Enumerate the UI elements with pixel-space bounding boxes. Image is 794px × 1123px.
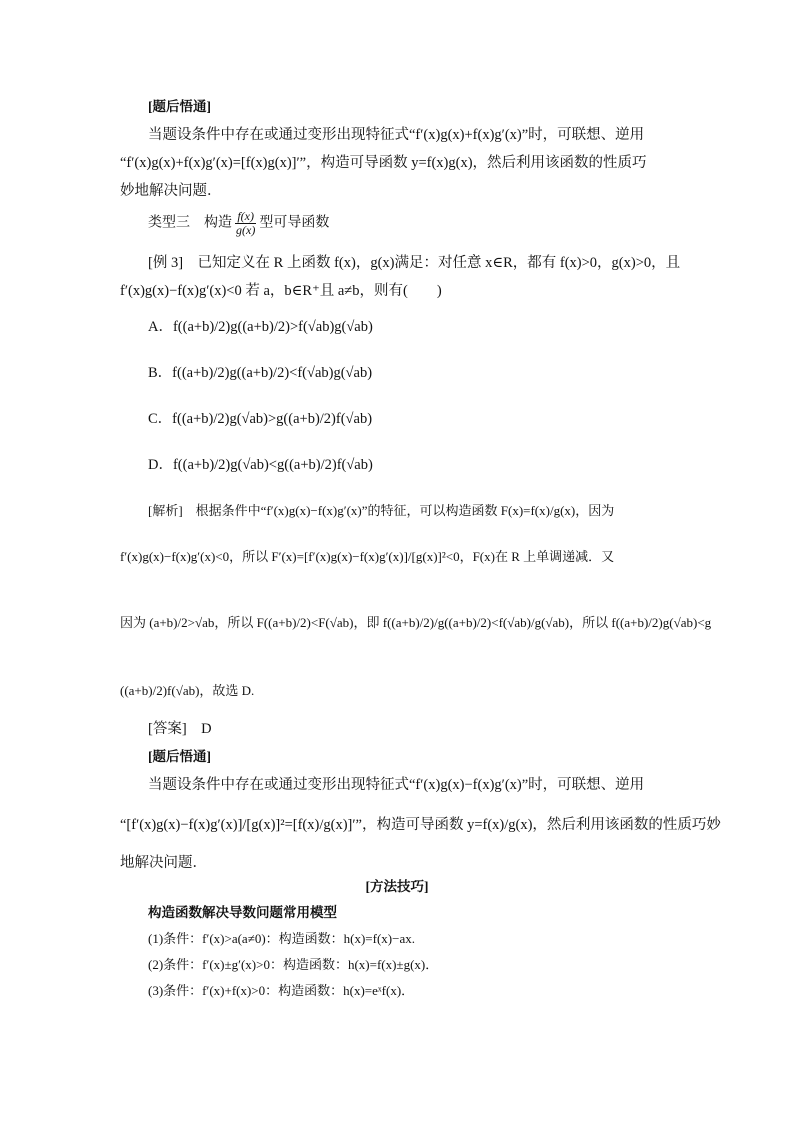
tip-item-2: (2)条件：f′(x)±g′(x)>0：构造函数：h(x)=f(x)±g(x)． bbox=[148, 957, 439, 972]
s1-line-1: 当题设条件中存在或通过变形出现特征式“f′(x)g(x)+f(x)g′(x)”时，可联想、逆用 bbox=[148, 127, 645, 143]
tip-item-1: (1)条件：f′(x)>a(a≠0)：构造函数：h(x)=f(x)−ax. bbox=[148, 931, 415, 946]
s1-line-2: “f′(x)g(x)+f(x)g′(x)=[f(x)g(x)]′”，构造可导函数 y=f(x)g(x)，然后利用该函数的性质巧 bbox=[120, 155, 647, 171]
example-3-line-2: f′(x)g(x)−f(x)g′(x)<0 若 a，b∈R⁺且 a≠b，则有( ) bbox=[120, 283, 442, 299]
s2-line-3: 地解决问题． bbox=[120, 855, 207, 871]
tip-item-3: (3)条件：f′(x)+f(x)>0：构造函数：h(x)=eˣf(x)． bbox=[148, 983, 415, 998]
section-heading-1: [题后悟通] bbox=[148, 99, 211, 114]
option-c: C．f((a+b)/2)g(√ab)>g((a+b)/2)f(√ab) bbox=[148, 411, 373, 427]
solution-line-1: [解析] 根据条件中“f′(x)g(x)−f(x)g′(x)”的特征，可以构造函数 F(x)=f(x)/g(x)，因为 bbox=[148, 503, 615, 518]
tips-subtitle: 构造函数解决导数问题常用模型 bbox=[148, 905, 337, 920]
solution-line-4: ((a+b)/2)f(√ab)，故选 D. bbox=[120, 683, 255, 698]
option-b: B．f((a+b)/2)g((a+b)/2)<f(√ab)g(√ab) bbox=[148, 365, 373, 381]
s2-line-2: “[f′(x)g(x)−f(x)g′(x)]/[g(x)]²=[f(x)/g(x)]′”，构造可导函数 y=f(x)/g(x)，然后利用该函数的性质巧妙 bbox=[120, 817, 721, 833]
section-heading-2: [题后悟通] bbox=[148, 749, 211, 764]
answer: [答案] D bbox=[148, 721, 212, 737]
solution-line-3: 因为 (a+b)/2>√ab，所以 F((a+b)/2)<F(√ab)，即 f((a+b)/2)/g((a+b)/2)<f(√ab)/g(√ab)，所以 f((a+b)/2)g(√ab)<g bbox=[120, 615, 712, 630]
option-a: A．f((a+b)/2)g((a+b)/2)>f(√ab)g(√ab) bbox=[148, 319, 373, 335]
solution-line-2: f′(x)g(x)−f(x)g′(x)<0，所以 F′(x)=[f′(x)g(x)−f(x)g′(x)]/[g(x)]²<0，F(x)在 R 上单调递减．又 bbox=[120, 549, 615, 564]
type3-title: 类型三 构造 $\frac{f(x)}{g(x)}$ 型可导函数 bbox=[148, 209, 330, 237]
tips-title: [方法技巧] bbox=[365, 879, 429, 894]
option-d: D．f((a+b)/2)g(√ab)<g((a+b)/2)f(√ab) bbox=[148, 457, 373, 473]
s2-line-1: 当题设条件中存在或通过变形出现特征式“f′(x)g(x)−f(x)g′(x)”时，可联想、逆用 bbox=[148, 777, 645, 793]
example-3-line-1: [例 3] 已知定义在 R 上函数 f(x)，g(x)满足：对任意 x∈R，都有 f(x)>0，g(x)>0，且 bbox=[148, 255, 681, 271]
s1-line-3: 妙地解决问题． bbox=[120, 183, 222, 199]
